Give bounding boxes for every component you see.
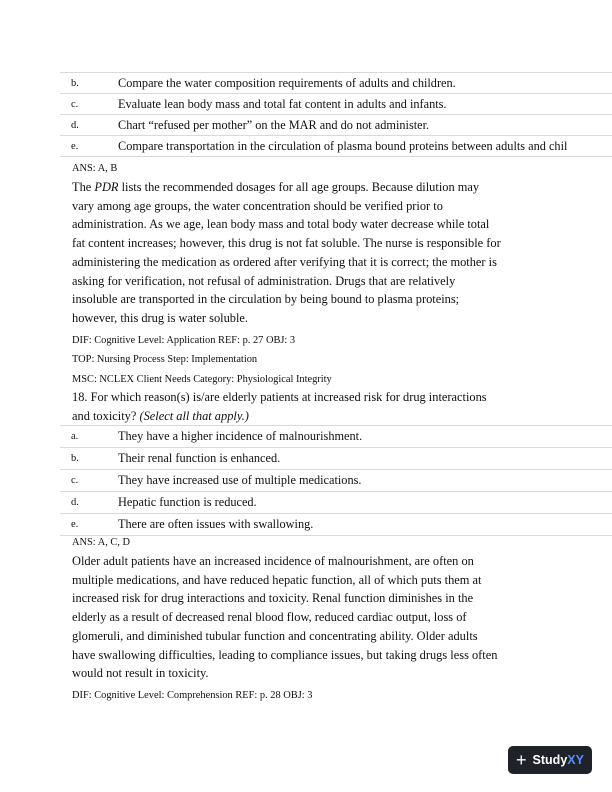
option-text: Hepatic function is reduced.	[118, 495, 257, 509]
studyxy-badge[interactable]	[508, 746, 592, 774]
q17-option-e	[60, 135, 612, 157]
rationale-line: insoluble are transported in the circulation by being bound to plasma proteins;	[72, 292, 460, 307]
rationale-line: Older adult patients have an increased incidence of malnourishment, are often on	[72, 554, 474, 568]
q18-stem-line2: and toxicity? (Select all that apply.)	[72, 409, 249, 423]
q17-msc: MSC: NCLEX Client Needs Category: Physiological Integrity	[72, 374, 332, 385]
option-text: They have increased use of multiple medications.	[118, 473, 362, 487]
rationale-line: have swallowing difficulties, leading to compliance issues, but taking drugs less often	[72, 647, 498, 662]
q18-rationale	[72, 552, 552, 683]
option-letter: d.	[71, 497, 79, 508]
option-letter: b.	[71, 453, 79, 464]
option-text: Chart “refused per mother” on the MAR and do not administer.	[118, 118, 430, 132]
q18-option-d	[60, 491, 612, 513]
option-text: Evaluate lean body mass and total fat content in adults and infants.	[118, 97, 447, 111]
rationale-line: vary among age groups, the water concentration should be verified prior to	[72, 198, 443, 213]
q18-option-b	[60, 447, 612, 469]
rationale-line: multiple medications, and have reduced hepatic function, all of which puts them at	[72, 572, 482, 587]
rationale-line: administration. As we age, lean body mass and total body water decrease while total	[72, 217, 490, 232]
q17-rationale	[72, 178, 552, 328]
option-letter: d.	[71, 120, 79, 131]
rationale-line: The PDR lists the recommended dosages for all age groups. Because dilution may	[72, 180, 480, 194]
rationale-line: administering the medication as ordered after verifying that it is correct; the mother is	[72, 254, 497, 269]
q18-option-a	[60, 425, 612, 447]
q17-difficulty: DIF: Cognitive Level: Application REF: p. 27 OBJ: 3	[72, 335, 296, 346]
badge-label: StudyXY	[532, 753, 584, 767]
rationale-line: however, this drug is water soluble.	[72, 310, 249, 325]
option-letter: e.	[71, 519, 79, 530]
q17-options-table	[60, 72, 612, 157]
q18-difficulty: DIF: Cognitive Level: Comprehension REF: p. 28 OBJ: 3	[72, 690, 313, 701]
option-letter: c.	[71, 99, 79, 110]
q18-option-e	[60, 513, 612, 536]
option-text: Compare transportation in the circulation of plasma bound proteins between adults and chil	[118, 139, 568, 153]
q17-answer: ANS: A, B	[72, 163, 118, 174]
q17-topic: TOP: Nursing Process Step: Implementation	[72, 354, 258, 365]
option-text: Compare the water composition requirements of adults and children.	[118, 76, 456, 90]
q17-option-b	[60, 72, 612, 93]
rationale-line: fat content increases; however, this drug is not fat soluble. The nurse is responsible for	[72, 236, 501, 251]
rationale-line: elderly as a result of decreased renal blood flow, reduced cardiac output, loss of	[72, 610, 467, 625]
rationale-line: glomeruli, and diminished tubular function and concentrating ability. Older adults	[72, 628, 478, 643]
option-text: Their renal function is enhanced.	[118, 451, 281, 465]
rationale-line: asking for verification, not refusal of administration. Drugs that are relatively	[72, 273, 456, 288]
q17-option-d	[60, 114, 612, 135]
option-text: They have a higher incidence of malnourishment.	[118, 429, 363, 443]
q17-option-c	[60, 93, 612, 114]
option-text: There are often issues with swallowing.	[118, 517, 314, 531]
option-letter: e.	[71, 141, 79, 152]
option-letter: c.	[71, 475, 79, 486]
q18-options-table	[60, 425, 612, 536]
q18-answer: ANS: A, C, D	[72, 537, 131, 548]
option-letter: b.	[71, 78, 79, 89]
q18-stem-line1: 18. For which reason(s) is/are elderly patients at increased risk for drug interactions	[72, 390, 487, 404]
q18-option-c	[60, 469, 612, 491]
option-letter: a.	[71, 431, 79, 442]
rationale-line: increased risk for drug interactions and toxicity. Renal function diminishes in the	[72, 591, 474, 606]
rationale-line: would not result in toxicity.	[72, 666, 209, 681]
plus-icon: +	[516, 750, 527, 770]
